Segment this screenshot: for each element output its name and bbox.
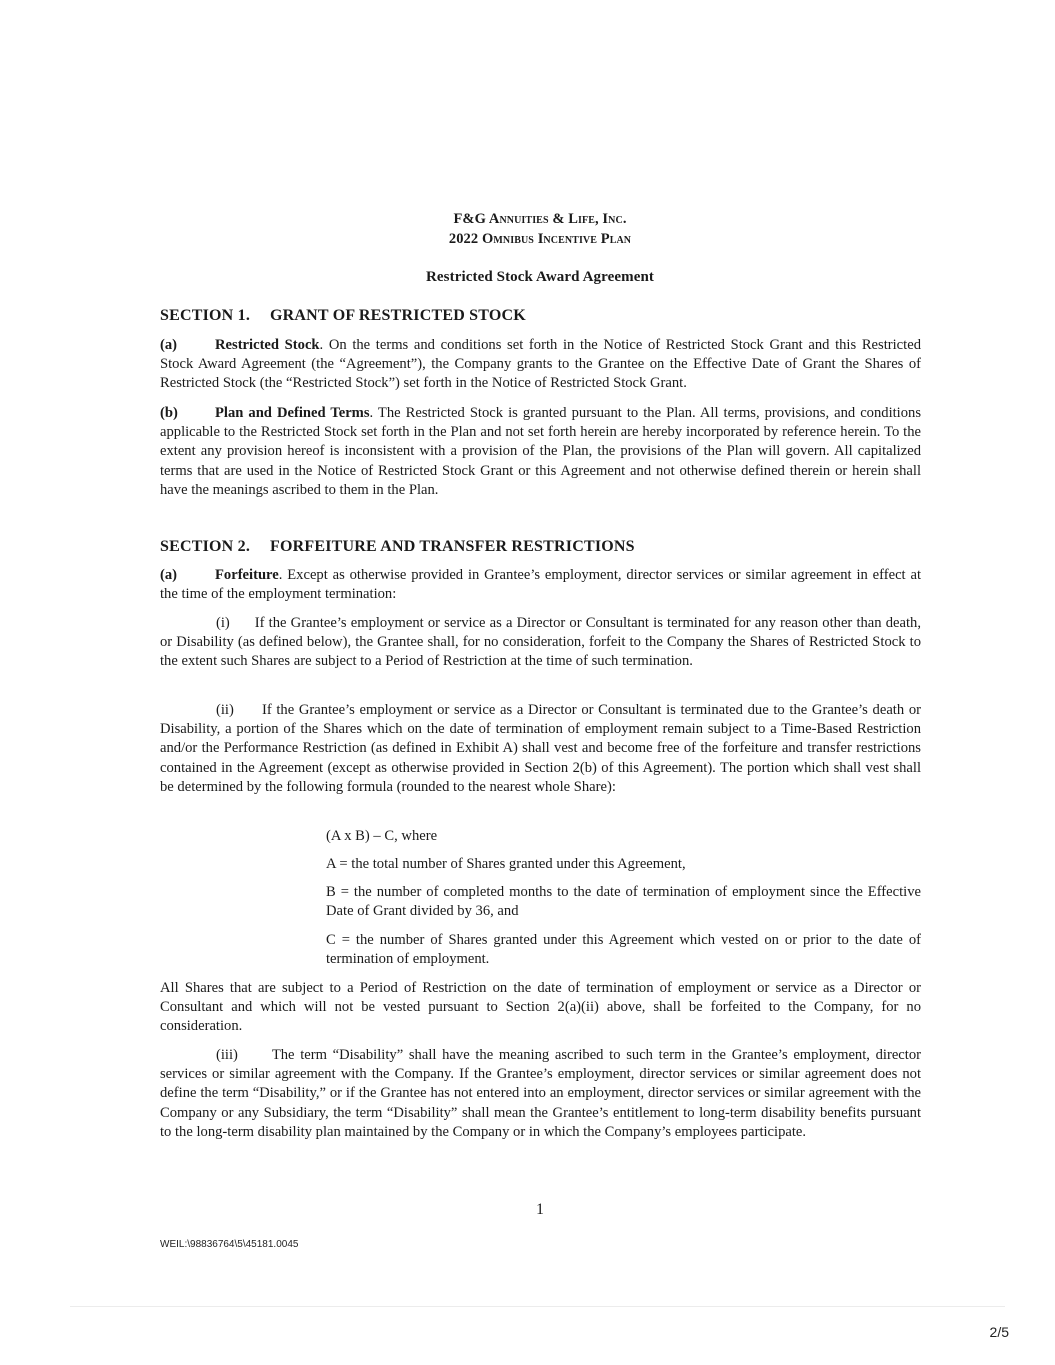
section-2a-ii-paragraph: (ii) If the Grantee’s employment or service as a Director or Consultant is terminated due to the Grantee’s death or Disability, a portion of the Shares which on the date of termination of employment remain subject to a Time-Based Restriction and/or the Performance Restriction (as defined in Exhibit A) shall vest and become free of the forfeiture and transfer restrictions contained in the Agreement (except as otherwise provided in Section 2(b) of this Agreement). The portion which shall vest shall be determined by the following formula (rounded to the nearest whole Share): <box>160 702 925 795</box>
section-1b-heading: Plan and Defined Terms <box>215 405 370 421</box>
page-divider <box>70 1306 1005 1307</box>
section-2-number: SECTION 2. <box>160 538 251 555</box>
section-1a-label: (a) <box>160 337 178 353</box>
formula-expression: (A x B) – C, where <box>326 828 438 844</box>
page-number: 1 <box>536 1201 544 1218</box>
forfeiture-summary-paragraph: All Shares that are subject to a Period of Restriction on the date of termination of employment or service as a Director or Consultant and which will not be vested pursuant to Section 2(a)(ii) above, shall be forfeited to the Company, for no consideration. <box>160 980 921 1035</box>
section-2a-paragraph <box>160 566 921 604</box>
section-2a-heading: Forfeiture <box>215 567 279 583</box>
section-2a-i-paragraph: (i) If the Grantee’s employment or service as a Director or Consultant is terminated for any reason other than death, or Disability (as defined below), the Grantee shall, for no consideration, forfeit to the Company the Shares of Restricted Stock to the extent such Shares are subject to a Period of Restriction at the time of such termination. <box>160 615 925 670</box>
section-1a-text: . On the terms and conditions set forth in the Notice of Restricted Stock Grant and this Restricted Stock Award Agreement (the “Agreement”), the Company grants to the Grantee on the Effective Date of Grant the Shares of Restricted Stock (the “Restricted Stock”) set forth in the Notice of Restricted Stock Grant. <box>160 337 921 392</box>
section-2a-iii-paragraph: (iii) The term “Disability” shall have the meaning ascribed to such term in the Grantee’s employment, director services or similar agreement with the Company. If the Grantee’s employment, director services or similar agreement does not define the term “Disability,” or if the Grantee has not entered into an employment, director services or similar agreement with the Company or any Subsidiary, the term “Disability” shall mean the Grantee’s entitlement to long-term disability benefits pursuant to the long-term disability plan maintained by the Company or in which the Company’s employees participate. <box>160 1047 925 1140</box>
plan-name: 2022 Omnibus Incentive Plan <box>448 231 632 247</box>
section-2-heading <box>160 538 635 556</box>
formula-b-definition: B = the number of completed months to the date of termination of employment since the Effective Date of Grant divided by 36, and <box>326 884 921 920</box>
section-1a-paragraph <box>160 336 921 394</box>
section-1-heading <box>160 307 526 325</box>
section-1-title: GRANT OF RESTRICTED STOCK <box>270 307 526 324</box>
section-1a-heading: Restricted Stock <box>215 337 320 353</box>
agreement-title: Restricted Stock Award Agreement <box>425 269 654 285</box>
section-2a-label: (a) <box>160 567 178 583</box>
viewer-page-indicator: 2/5 <box>989 1324 1009 1340</box>
formula-a-definition: A = the total number of Shares granted under this Agreement, <box>326 856 686 872</box>
section-2-title: FORFEITURE AND TRANSFER RESTRICTIONS <box>270 538 635 555</box>
section-2a-text: . Except as otherwise provided in Grantee’s employment, director services or similar agreement in effect at the time of the employment termination: <box>160 567 921 603</box>
section-1b-paragraph <box>160 404 921 500</box>
section-1b-text: . The Restricted Stock is granted pursuant to the Plan. All terms, provisions, and conditions applicable to the Restricted Stock set forth in the Plan and not set forth herein are hereby incorporated by reference herein. To the extent any provision hereof is inconsistent with a provision of the Plan, the provisions of the Plan will govern. All capitalized terms that are used in the Notice of Restricted Stock Grant or this Agreement and not otherwise defined therein or herein shall have the meanings ascribed to them in the Plan. <box>160 405 922 498</box>
formula-c-definition: C = the number of Shares granted under this Agreement which vested on or prior to the date of termination of employment. <box>326 932 921 968</box>
section-1b-label: (b) <box>160 405 178 421</box>
section-1-number: SECTION 1. <box>160 307 251 324</box>
document-id: WEIL:\98836764\5\45181.0045 <box>160 1239 299 1250</box>
company-name: F&G Annuities & Life, Inc. <box>453 211 627 227</box>
